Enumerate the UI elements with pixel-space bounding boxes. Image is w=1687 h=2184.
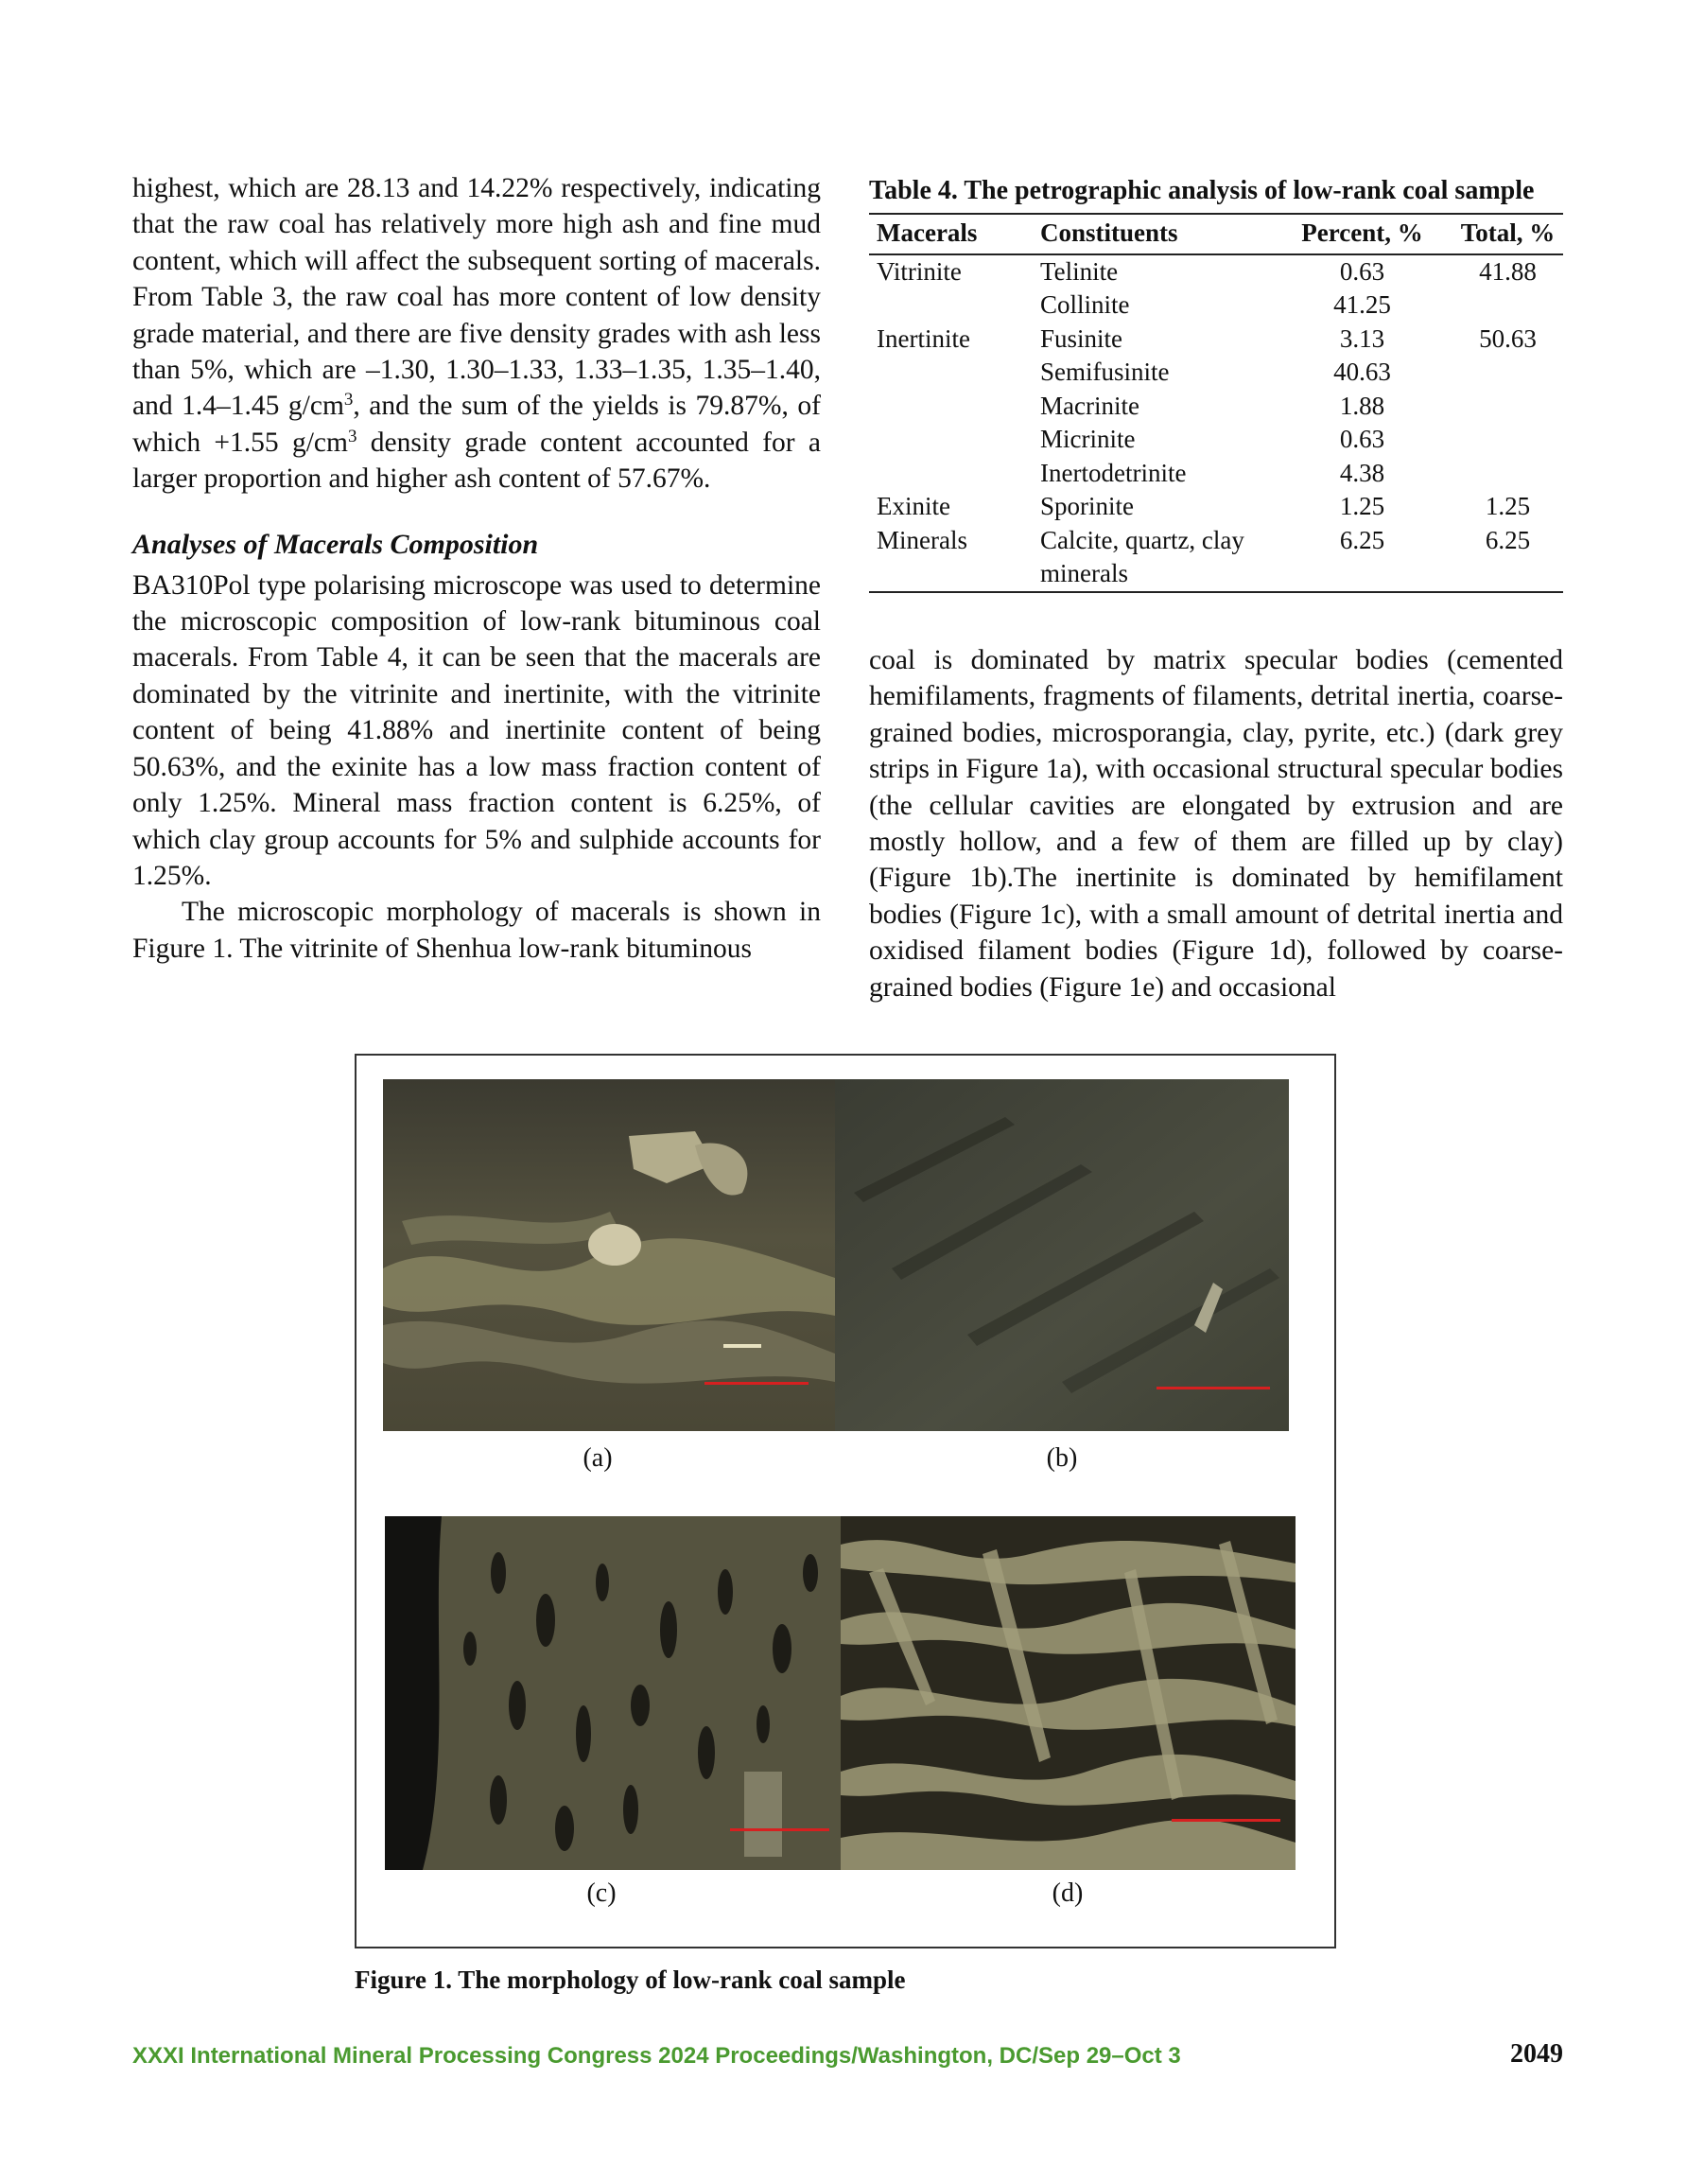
table-row bbox=[869, 457, 1563, 491]
panel-label-c: (c) bbox=[586, 1878, 617, 1908]
cell-percent: 0.63 bbox=[1339, 425, 1385, 453]
cell-percent: 1.88 bbox=[1339, 391, 1385, 420]
micrograph-c bbox=[385, 1516, 841, 1870]
cell-total: 1.25 bbox=[1485, 492, 1531, 520]
page-number: 2049 bbox=[1510, 2039, 1563, 2069]
cell-percent: 0.63 bbox=[1339, 256, 1385, 286]
table-row bbox=[869, 390, 1563, 424]
cell-total: 6.25 bbox=[1485, 525, 1531, 554]
cell-maceral: Vitrinite bbox=[877, 256, 962, 286]
cell-total: 50.63 bbox=[1479, 323, 1537, 353]
cell-constituent: Telinite bbox=[1040, 256, 1119, 286]
right-column bbox=[869, 642, 1563, 1005]
paragraph-microscope: BA310Pol type polarising microscope was used to determine the microscopic composition of low-rank bituminous coal macerals. From Table 4, it can be seen that the macerals are dominated by the vitrinite and inertinite, with the vitrinite content of being 41.88% and inertinite content of being 50.63%, and the exinite has a low mass fraction content of only 1.25%. Mineral mass fraction content is 6.25%, of which clay group accounts for 5% and sulphide accounts for 1.25%. bbox=[132, 569, 821, 891]
cell-constituent: Fusinite bbox=[1040, 323, 1123, 353]
figure-1 bbox=[355, 1054, 1336, 1948]
cell-constituent: Calcite, quartz, clay minerals bbox=[1040, 525, 1244, 587]
table-4 bbox=[869, 173, 1563, 593]
figure-caption: Figure 1. The morphology of low-rank coal sample bbox=[355, 1966, 906, 1994]
cell-total bbox=[1445, 423, 1563, 457]
cell-constituent: Micrinite bbox=[1040, 425, 1136, 453]
cell-maceral bbox=[869, 288, 1033, 323]
cell-maceral: Inertinite bbox=[877, 323, 970, 353]
panel-label-b: (b) bbox=[1046, 1443, 1078, 1473]
table-row bbox=[869, 423, 1563, 457]
cell-total bbox=[1445, 288, 1563, 323]
header-macerals: Macerals bbox=[877, 218, 978, 247]
cell-total bbox=[1445, 356, 1563, 390]
cell-percent: 3.13 bbox=[1339, 323, 1385, 353]
table-row bbox=[869, 323, 1563, 357]
header-percent: Percent, % bbox=[1301, 218, 1423, 247]
cell-total bbox=[1445, 457, 1563, 491]
micrograph-a bbox=[383, 1079, 835, 1431]
footer-proceedings: XXXI International Mineral Processing Congress 2024 Proceedings/Washington, DC/Sep 29–Oct 3 bbox=[132, 2043, 1181, 2069]
micrograph-b bbox=[835, 1079, 1289, 1431]
left-column bbox=[132, 170, 821, 967]
cell-total: 41.88 bbox=[1479, 256, 1537, 286]
cell-constituent: Macrinite bbox=[1040, 391, 1139, 420]
header-constituents: Constituents bbox=[1040, 218, 1178, 247]
cell-total bbox=[1445, 390, 1563, 424]
micrograph-d bbox=[841, 1516, 1296, 1870]
cell-constituent: Collinite bbox=[1040, 290, 1130, 319]
cell-constituent: Sporinite bbox=[1040, 492, 1134, 520]
table-caption: Table 4. The petrographic analysis of low-rank coal sample bbox=[869, 176, 1535, 205]
table-row bbox=[869, 288, 1563, 323]
table-row bbox=[869, 356, 1563, 390]
paragraph-morphology: The microscopic morphology of macerals is shown in Figure 1. The vitrinite of Shenhua low-rank bituminous bbox=[132, 897, 821, 964]
cell-maceral bbox=[869, 423, 1033, 457]
section-heading: Analyses of Macerals Composition bbox=[132, 528, 539, 560]
table-row bbox=[869, 254, 1563, 289]
table-row bbox=[869, 524, 1563, 592]
table-header-row bbox=[869, 214, 1563, 254]
paragraph-vitrinite: coal is dominated by matrix specular bodies (cemented hemifilaments, fragments of filaments, detrital inertia, coarse-grained bodies, microsporangia, clay, pyrite, etc.) (dark grey strips in Figure 1a), with occasional structural specular bodies (the cellular cavities are elongated by extrusion and are mostly hollow, and a few of them are filled up by clay) (Figure 1b).The inertinite is dominated by hemifilament bodies (Figure 1c), with a small amount of detrital inertia and oxidised filament bodies (Figure 1d), followed by coarse-grained bodies (Figure 1e) and occasional bbox=[869, 645, 1563, 1003]
table-row bbox=[869, 490, 1563, 524]
cell-constituent: Inertodetrinite bbox=[1040, 458, 1187, 487]
petrographic-table bbox=[869, 213, 1563, 593]
panel-label-a: (a) bbox=[583, 1443, 613, 1473]
cell-maceral bbox=[869, 390, 1033, 424]
cell-constituent: Semifusinite bbox=[1040, 358, 1170, 386]
cell-percent: 40.63 bbox=[1333, 358, 1391, 386]
panel-label-d: (d) bbox=[1052, 1878, 1084, 1908]
header-total: Total, % bbox=[1460, 218, 1556, 247]
cell-maceral bbox=[869, 356, 1033, 390]
cell-percent: 6.25 bbox=[1339, 525, 1385, 554]
cell-percent: 4.38 bbox=[1339, 458, 1385, 487]
cell-percent: 41.25 bbox=[1333, 290, 1391, 319]
cell-maceral: Minerals bbox=[877, 525, 967, 554]
paragraph-highest: highest, which are 28.13 and 14.22% respectively, indicating that the raw coal has relatively more high ash and fine mud content, which will affect the subsequent sorting of macerals. From Table 3, the raw coal has more content of low density grade material, and there are five density grades with ash less than 5%, which are –1.30, 1.30–1.33, 1.33–1.35, 1.35–1.40, and 1.4–1.45 $g/cm^3$, and the sum of the yields is 79.87%, of which +1.55 $g/cm^3$ density grade content accounted for a larger proportion and higher ash content of 57.67%. bbox=[132, 173, 821, 495]
cell-maceral: Exinite bbox=[877, 492, 950, 520]
cell-maceral bbox=[869, 457, 1033, 491]
cell-percent: 1.25 bbox=[1339, 492, 1385, 520]
